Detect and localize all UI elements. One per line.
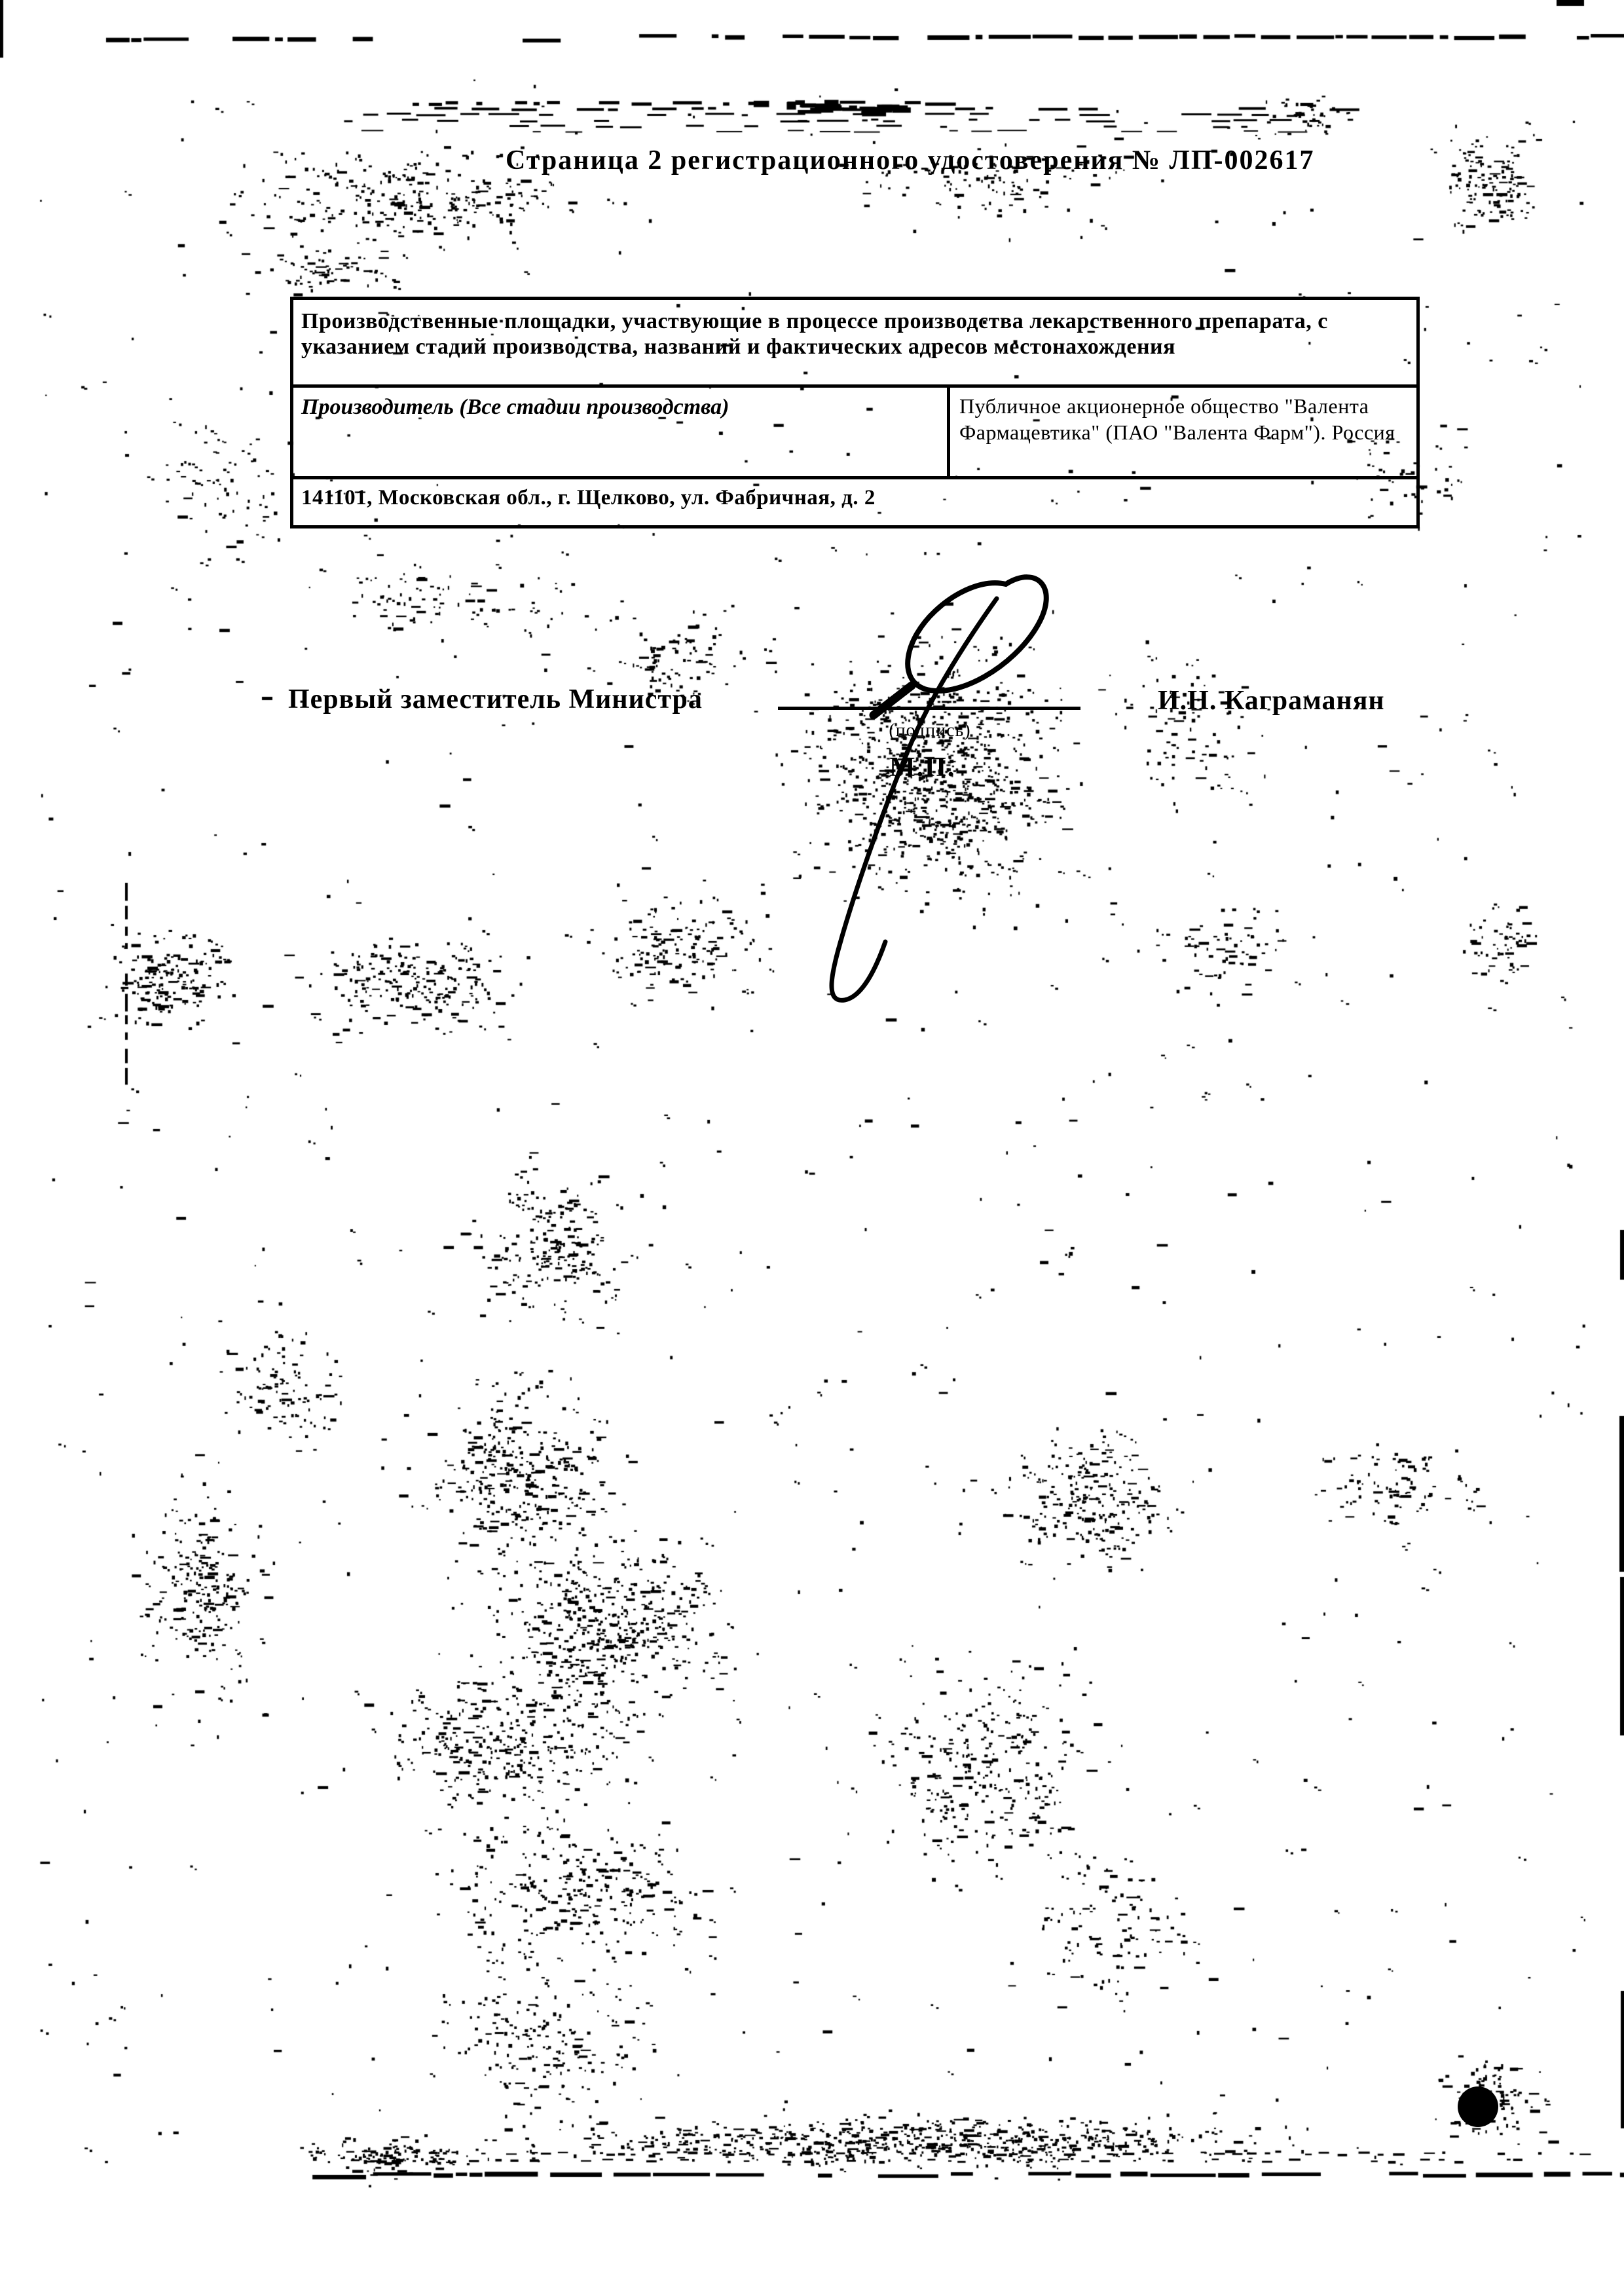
black-dot-mark [1458,2086,1498,2127]
producer-address-cell: 141101, Московская обл., г. Щелково, ул. Фабричная, д. 2 [301,486,876,510]
table-header-cell: Производственные площадки, участвующие в процессе производства лекарственного препарата, с указанием стадий производства, названий и фактических адресов местонахождения [293,300,1416,388]
signatory-title: Первый заместитель Министра [288,684,703,714]
signatory-name: И.Н. Каграманян [1158,686,1385,716]
signature-scribble-icon [753,550,1094,1035]
production-sites-table [290,297,1420,528]
producer-name-cell: Публичное акционерное общество "Валента Фармацевтика" (ПАО "Валента Фарм"). Россия [947,388,1416,476]
seal-placeholder: М.П. [889,752,956,783]
page-header: Страница 2 регистрационного удостоверения № ЛП-002617 [506,145,1315,176]
producer-role-cell: Производитель (Все стадии производства) [301,395,729,419]
signature-caption: (подпись) [889,720,971,741]
table-producer-row [293,388,1416,479]
